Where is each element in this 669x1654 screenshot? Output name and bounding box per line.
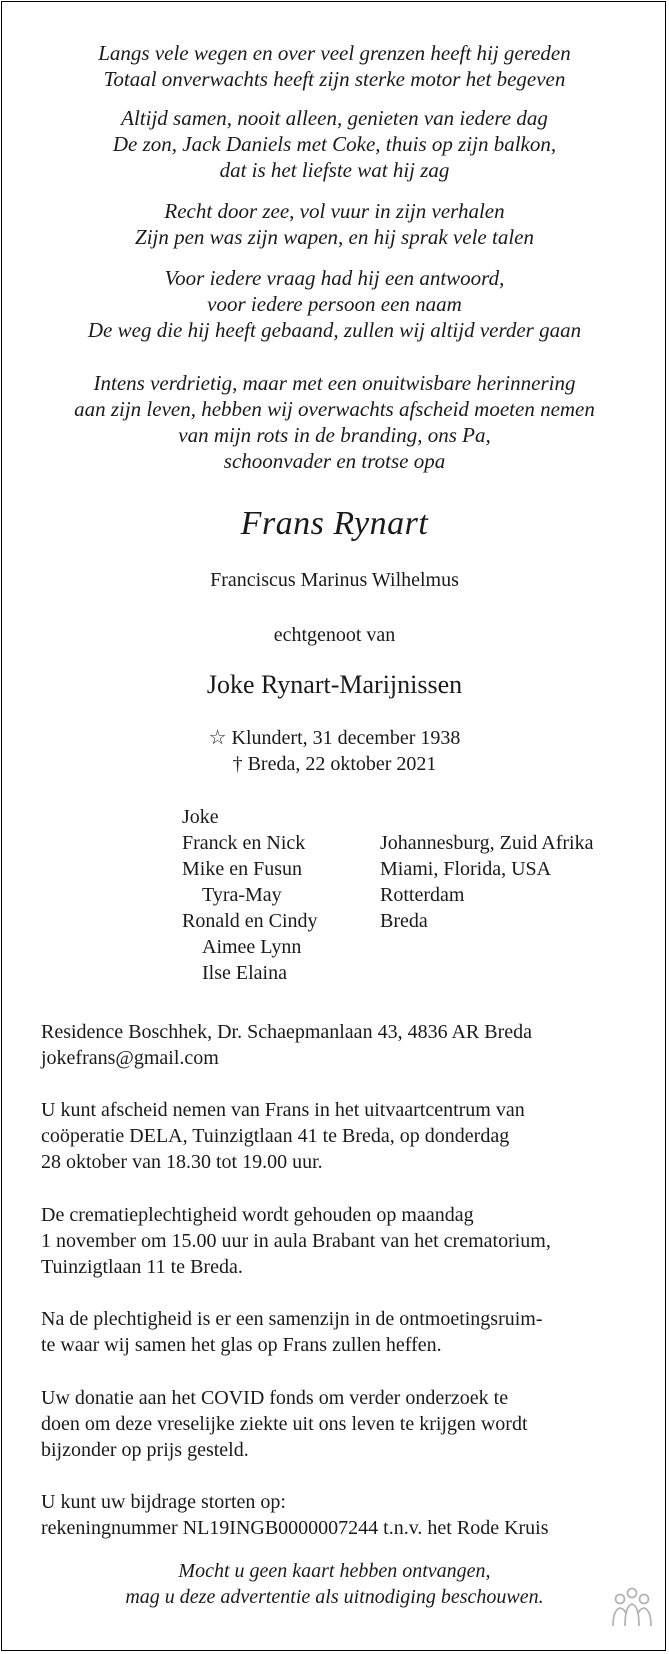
life-dates	[2, 725, 667, 777]
poem-stanza-4	[2, 265, 667, 343]
poem-stanza-3	[2, 198, 667, 250]
family-place: Breda	[380, 910, 428, 932]
cremation-line: 1 november om 15.00 uur in aula Brabant van het crematorium,	[41, 1230, 551, 1252]
gathering-block	[41, 1306, 641, 1358]
email-link[interactable]: jokefrans@gmail.com	[41, 1047, 219, 1069]
donation-line: doen om deze vreselijke ziekte uit ons leven te krijgen wordt	[41, 1413, 528, 1435]
deceased-full-names: Franciscus Marinus Wilhelmus	[210, 569, 459, 591]
address-text: Residence Boschhek, Dr. Schaepmanlaan 43, 4836 AR Breda	[41, 1021, 532, 1043]
gathering-line: Na de plechtigheid is er een samenzijn in de ontmoetingsruim-	[41, 1308, 543, 1330]
poem-stanza-2	[2, 105, 667, 183]
farewell-line: U kunt afscheid nemen van Frans in het uitvaartcentrum van	[41, 1099, 525, 1121]
family-row	[182, 882, 594, 908]
family-place: Rotterdam	[380, 884, 465, 906]
family-row	[182, 934, 594, 960]
poem-stanza-1	[2, 40, 667, 92]
intro-line: schoonvader en trotse opa	[223, 449, 446, 473]
poem-line: Recht door zee, vol vuur in zijn verhalen	[164, 199, 505, 223]
intro-line: aan zijn leven, hebben wij overwachts afscheid moeten nemen	[74, 397, 595, 421]
closing-line: mag u deze advertentie als uitnodiging beschouwen.	[125, 1586, 544, 1608]
family-name: Franck en Nick	[182, 832, 306, 854]
family-place: Johannesburg, Zuid Afrika	[380, 832, 594, 854]
farewell-block	[41, 1097, 641, 1175]
intro-line: van mijn rots in de branding, ons Pa,	[178, 423, 491, 447]
poem-line: Totaal onverwachts heeft zijn sterke motor het begeven	[103, 67, 566, 91]
poem-line: dat is het liefste wat hij zag	[219, 158, 450, 182]
farewell-line: coöperatie DELA, Tuinzigtlaan 41 te Breda, op donderdag	[41, 1125, 510, 1147]
family-row	[182, 830, 594, 856]
family-name: Mike en Fusun	[182, 858, 302, 880]
donation-line: Uw donatie aan het COVID fonds om verder onderzoek te	[41, 1387, 509, 1409]
closing-line: Mocht u geen kaart hebben ontvangen,	[178, 1560, 491, 1582]
cremation-block	[41, 1202, 641, 1280]
family-name: Aimee Lynn	[202, 936, 302, 958]
gathering-line: te waar wij samen het glas op Frans zullen heffen.	[41, 1334, 442, 1356]
contact-block	[41, 1019, 641, 1071]
poem-line: Langs vele wegen en over veel grenzen heeft hij gereden	[98, 41, 571, 65]
family-name: Ilse Elaina	[202, 962, 287, 984]
obituary-advertisement	[1, 1, 666, 1651]
payment-block	[41, 1489, 641, 1541]
intro-line: Intens verdrietig, maar met een onuitwisbare herinnering	[93, 371, 576, 395]
poem-line: De zon, Jack Daniels met Coke, thuis op zijn balkon,	[112, 132, 557, 156]
relation-text: echtgenoot van	[273, 624, 396, 646]
family-place: Miami, Florida, USA	[380, 858, 552, 880]
payment-line: rekeningnummer NL19INGB0000007244 t.n.v. het Rode Kruis	[41, 1517, 549, 1539]
poem-line: Altijd samen, nooit alleen, genieten van iedere dag	[121, 106, 548, 130]
people-group-icon	[610, 1586, 654, 1630]
poem-line: De weg die hij heeft gebaand, zullen wij altijd verder gaan	[87, 318, 582, 342]
poem-line: voor iedere persoon een naam	[207, 292, 462, 316]
cremation-line: De crematieplechtigheid wordt gehouden op maandag	[41, 1204, 474, 1226]
family-row	[182, 856, 594, 882]
family-row	[182, 960, 594, 986]
family-list	[182, 804, 594, 986]
family-row	[182, 804, 594, 830]
farewell-line: 28 oktober van 18.30 tot 19.00 uur.	[41, 1151, 323, 1173]
intro-text	[2, 370, 667, 474]
poem-line: Zijn pen was zijn wapen, en hij sprak vele talen	[135, 225, 534, 249]
family-name: Ronald en Cindy	[182, 910, 318, 932]
cremation-line: Tuinzigtlaan 11 te Breda.	[41, 1256, 243, 1278]
family-name: Joke	[182, 806, 219, 828]
family-row	[182, 908, 594, 934]
death-date: † Breda, 22 oktober 2021	[232, 753, 437, 775]
birth-date: ☆ Klundert, 31 december 1938	[208, 727, 461, 749]
poem-line: Voor iedere vraag had hij een antwoord,	[164, 266, 505, 290]
payment-line: U kunt uw bijdrage storten op:	[41, 1491, 286, 1513]
donation-line: bijzonder op prijs gesteld.	[41, 1439, 249, 1461]
closing-text	[2, 1558, 667, 1610]
donation-block	[41, 1385, 641, 1463]
spouse-name: Joke Rynart-Marijnissen	[206, 670, 463, 699]
deceased-name: Frans Rynart	[240, 505, 429, 542]
family-name: Tyra-May	[202, 884, 282, 906]
